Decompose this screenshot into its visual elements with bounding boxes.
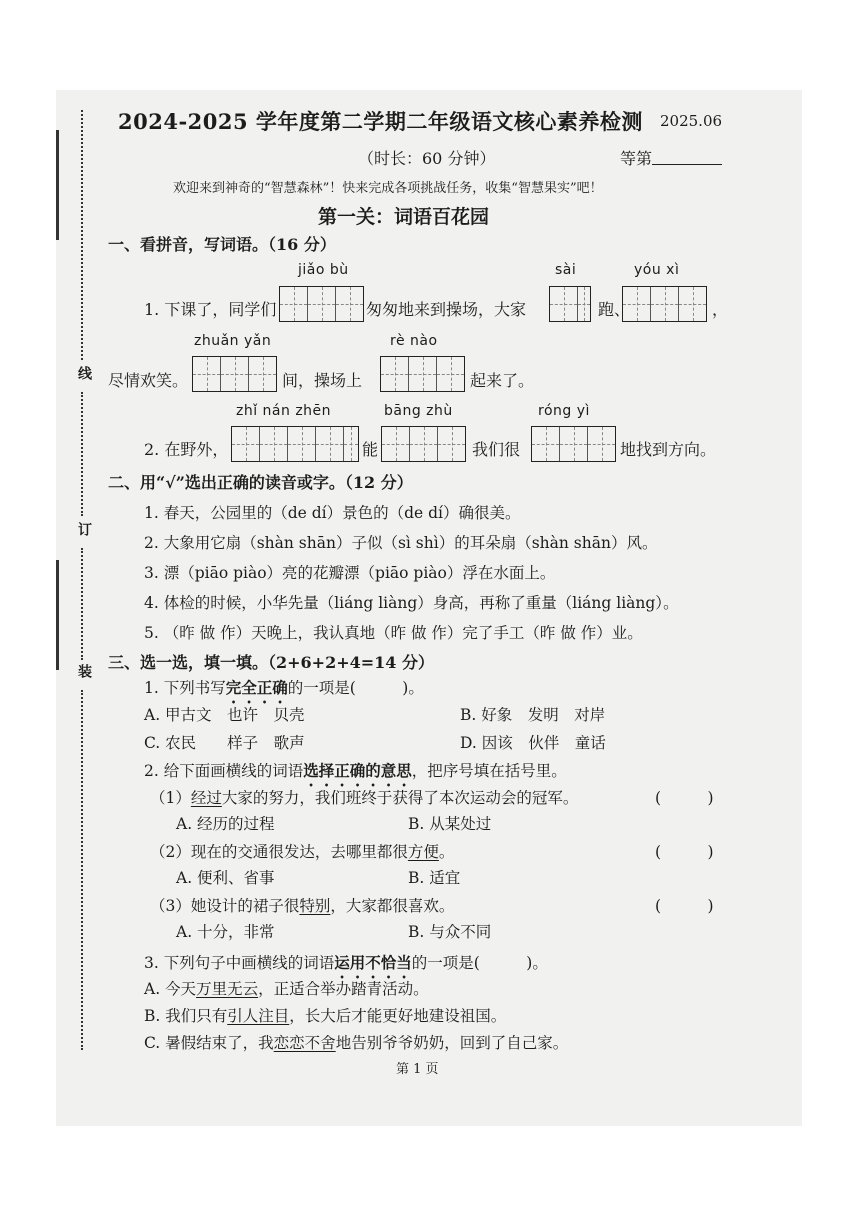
part2-item[interactable]: 2. 大象用它扇（shàn shān）子似（sì shì）的耳朵扇（shàn shān）风。 — [144, 534, 658, 552]
q1-text: ， — [712, 300, 729, 319]
pinyin-label: jiǎo bù — [298, 262, 349, 278]
underlined-word: 万里无云 — [196, 980, 259, 998]
option-text: C. 暑假结束了，我 — [144, 1034, 274, 1052]
sub-item-text: （3）她设计的裙子很 — [150, 897, 300, 915]
option-b: B. 适宜 — [408, 869, 461, 887]
answer-bracket[interactable]: 的一项是( )。 — [411, 954, 548, 972]
binding-dotted-line — [81, 548, 83, 660]
writing-grid[interactable] — [231, 426, 359, 462]
answer-bracket[interactable]: ( ) — [655, 843, 714, 861]
page-number: 第 1 页 — [396, 1062, 439, 1077]
option-b[interactable]: B. 好象 发明 对岸 — [460, 706, 606, 724]
q2-text: 2. 在野外， — [144, 440, 229, 459]
q2-text: 地找到方向。 — [620, 440, 717, 459]
option-c[interactable]: C. 农民 样子 歌声 — [144, 734, 305, 752]
option-b: B. 与众不同 — [408, 923, 492, 941]
writing-grid[interactable] — [279, 286, 364, 322]
underlined-word: 引人注目 — [227, 1007, 290, 1025]
part2-item[interactable]: 1. 春天，公园里的（de dí）景色的（de dí）确很美。 — [144, 504, 521, 522]
stem-text: 2. 给下面画横线的词语 — [144, 762, 304, 780]
part2-heading: 二、用“√”选出正确的读音或字。（12 分） — [108, 473, 413, 492]
binding-label-line: 线 — [76, 366, 92, 380]
option-a: A. 十分，非常 — [176, 923, 275, 941]
pinyin-label: yóu xì — [634, 262, 680, 278]
sub-item-text: （1） — [150, 789, 191, 807]
q1-text: 跑、 — [598, 300, 631, 319]
binding-label-bind: 装 — [76, 664, 92, 678]
binding-dotted-line — [81, 110, 83, 360]
underlined-word: 特别 — [299, 897, 331, 915]
option-a: A. 经历的过程 — [176, 815, 275, 833]
pinyin-label: sài — [555, 262, 577, 278]
part2-item[interactable]: 4. 体检的时候，小华先量（liáng liàng）身高，再称了重量（liáng liàng）。 — [144, 594, 679, 612]
writing-grid[interactable] — [381, 426, 466, 462]
option-c[interactable] — [144, 1031, 568, 1053]
q1-text: 匆匆地来到操场，大家 — [366, 300, 527, 319]
exam-title: 2024-2025 学年度第二学期二年级语文核心素养检测 — [118, 109, 643, 134]
pinyin-label: bāng zhù — [384, 403, 453, 419]
q1-text: 起来了。 — [470, 371, 535, 390]
pinyin-label: zhǐ nán zhēn — [236, 403, 332, 419]
option-text: A. 今天 — [144, 980, 197, 998]
binding-label-staple: 订 — [76, 522, 92, 536]
option-text: B. 我们只有 — [144, 1007, 228, 1025]
option-a[interactable]: A. 甲古文 也许 贝壳 — [144, 706, 305, 724]
part3-heading: 三、选一选，填一填。（2+6+2+4=14 分） — [108, 653, 434, 672]
binding-dotted-line — [81, 690, 83, 1050]
writing-grid[interactable] — [380, 356, 465, 392]
stem-text: ，把序号填在括号里。 — [411, 762, 567, 780]
stem-keyword: 完全正确 — [225, 678, 288, 697]
part2-item[interactable]: 5. （昨 做 作）天晚上，我认真地（昨 做 作）完了手工（昨 做 作）业。 — [144, 624, 643, 642]
part2-item[interactable]: 3. 漂（piāo piào）亮的花瓣漂（piāo piào）浮在水面上。 — [144, 564, 556, 582]
sub-item-text: 。 — [438, 843, 455, 861]
option-a[interactable] — [144, 977, 429, 999]
pinyin-label: zhuǎn yǎn — [194, 333, 272, 349]
underlined-word: 方便 — [407, 843, 439, 861]
option-text: ，长大后才能更好地建设祖国。 — [289, 1007, 507, 1025]
binding-edge-bar — [56, 130, 59, 240]
part1-heading: 一、看拼音，写词语。（16 分） — [108, 235, 336, 254]
section-title: 第一关：词语百花园 — [318, 206, 490, 228]
sub-item-text: 大家的努力，我们班终于获得了本次运动会的冠军。 — [221, 789, 579, 807]
stem-text: 1. 下列书写 — [144, 679, 226, 697]
q1-text: 间，操场上 — [282, 371, 363, 390]
underlined-word: 恋恋不舍 — [273, 1034, 336, 1052]
stem-text: 3. 下列句子中画横线的词语 — [144, 954, 335, 972]
writing-grid[interactable] — [531, 426, 616, 462]
q2-sub-item — [150, 840, 454, 862]
option-a: A. 便利、省事 — [176, 869, 275, 887]
binding-edge-bar — [56, 560, 59, 670]
option-b[interactable] — [144, 1004, 506, 1026]
answer-bracket[interactable]: 的一项是( )。 — [287, 679, 424, 697]
grade-blank[interactable] — [652, 164, 722, 165]
stem-keyword: 选择正确的意思 — [303, 761, 412, 780]
sub-item-text: ，大家都很喜欢。 — [330, 897, 455, 915]
pinyin-label: rè nào — [390, 333, 438, 349]
answer-bracket[interactable]: ( ) — [655, 789, 714, 807]
q2-text: 能 — [362, 440, 379, 459]
option-text: 地告别爷爷奶奶，回到了自己家。 — [335, 1034, 569, 1052]
q2-text: 我们很 — [472, 440, 521, 459]
writing-grid[interactable] — [549, 286, 591, 322]
grade-label: 等第 — [620, 149, 653, 168]
exam-date: 2025.06 — [660, 112, 723, 130]
option-d[interactable]: D. 因该 伙伴 童话 — [460, 734, 606, 752]
welcome-text: 欢迎来到神奇的“智慧森林”！快来完成各项挑战任务，收集“智慧果实”吧！ — [173, 181, 603, 196]
sub-item-text: （2）现在的交通很发达，去哪里都很 — [150, 843, 408, 861]
binding-dotted-line — [81, 392, 83, 516]
stem-keyword: 运用不恰当 — [334, 953, 412, 972]
underlined-word: 经过 — [190, 789, 222, 807]
writing-grid[interactable] — [192, 356, 277, 392]
q2-sub-item — [150, 894, 454, 916]
answer-bracket[interactable]: ( ) — [655, 897, 714, 915]
writing-grid[interactable] — [622, 286, 707, 322]
pinyin-label: róng yì — [538, 403, 590, 419]
exam-duration: （时长：60 分钟） — [358, 149, 496, 168]
q1-text: 尽情欢笑。 — [108, 371, 189, 390]
option-text: ，正适合举办踏青活动。 — [258, 980, 429, 998]
q1-text: 1. 下课了，同学们 — [144, 300, 277, 319]
option-b: B. 从某处过 — [408, 815, 492, 833]
q2-sub-item — [150, 786, 578, 808]
